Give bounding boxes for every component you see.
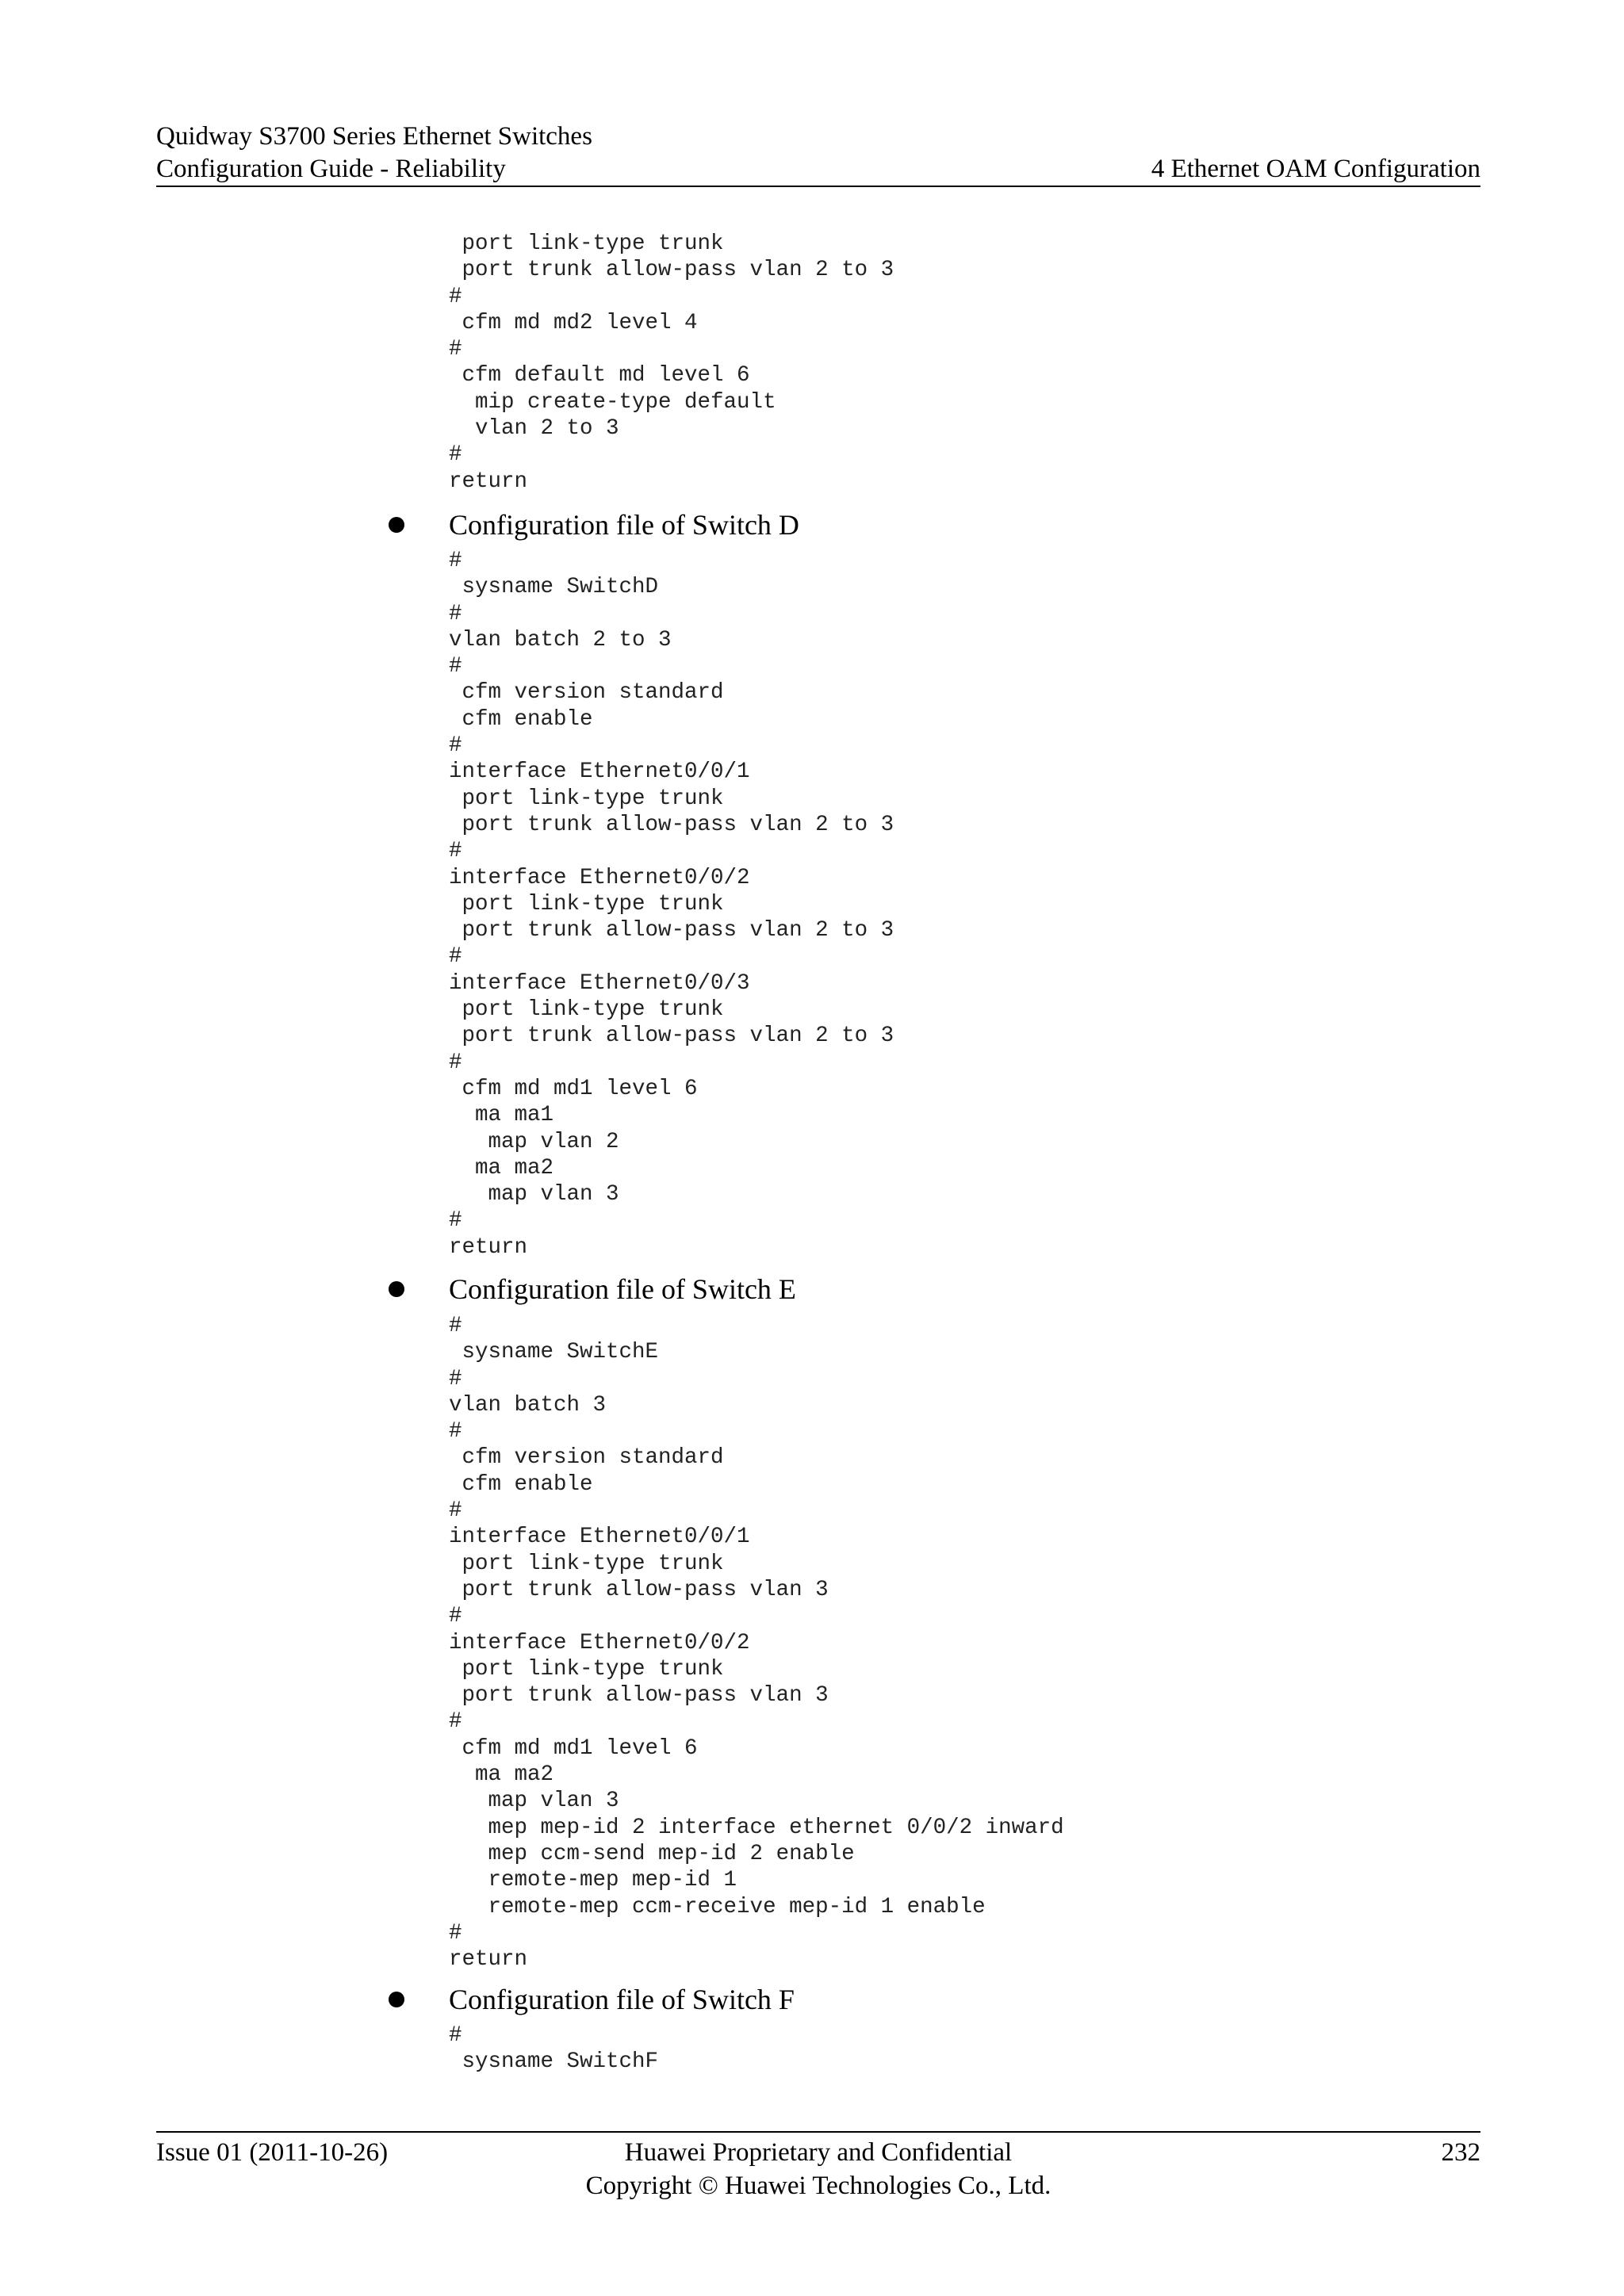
proprietary-notice: Huawei Proprietary and Confidential xyxy=(624,2138,1013,2167)
bullet-dot-icon xyxy=(389,1992,404,2007)
bullet-label: Configuration file of Switch D xyxy=(449,509,799,541)
page-number: 232 xyxy=(1441,2138,1480,2167)
issue-label: Issue 01 (2011-10-26) xyxy=(156,2138,389,2167)
chapter-title: 4 Ethernet OAM Configuration xyxy=(1151,155,1480,183)
page-header xyxy=(156,117,1480,187)
bullet-dot-icon xyxy=(389,517,404,533)
code-block-switch-d: # sysname SwitchD # vlan batch 2 to 3 # cfm version standard cfm enable # interface Ethernet0/0/1 port link-type trunk port trunk allow-pass vlan 2 to 3 # interface Ethernet0/0/2 port link-type trunk port trunk allow-pass vlan 2 to 3 # interface Ethernet0/0/3 port link-type trunk port trunk allow-pass vlan 2 to 3 # cfm md md1 level 6 ma ma1 map vlan 2 ma ma2 map vlan 3 # return xyxy=(449,549,894,1260)
bullet-dot-icon xyxy=(389,1281,404,1297)
guide-title: Configuration Guide - Reliability xyxy=(156,155,506,183)
bullet-label: Configuration file of Switch F xyxy=(449,1984,795,2015)
page-footer xyxy=(156,2131,1480,2212)
bullet-label: Configuration file of Switch E xyxy=(449,1273,796,1305)
code-block-switch-f: # sysname SwitchF xyxy=(449,2023,659,2075)
code-block-switch-e: # sysname SwitchE # vlan batch 3 # cfm version standard cfm enable # interface Ethernet0/0/1 port link-type trunk port trunk allow-pass vlan 3 # interface Ethernet0/0/2 port link-type trunk port trunk allow-pass vlan 3 # cfm md md1 level 6 ma ma2 map vlan 3 mep mep-id 2 interface ethernet 0/0/2 inward mep ccm-send mep-id 2 enable remote-mep mep-id 1 remote-mep ccm-receive mep-id 1 enable # return xyxy=(449,1314,1064,1973)
footer-center xyxy=(156,2136,1480,2202)
copyright-notice: Copyright © Huawei Technologies Co., Ltd. xyxy=(585,2172,1051,2200)
code-block-switch-c-tail: port link-type trunk port trunk allow-pass vlan 2 to 3 # cfm md md2 level 4 # cfm default md level 6 mip create-type default vlan 2 to 3 # return xyxy=(449,232,894,494)
product-title: Quidway S3700 Series Ethernet Switches xyxy=(156,122,592,151)
